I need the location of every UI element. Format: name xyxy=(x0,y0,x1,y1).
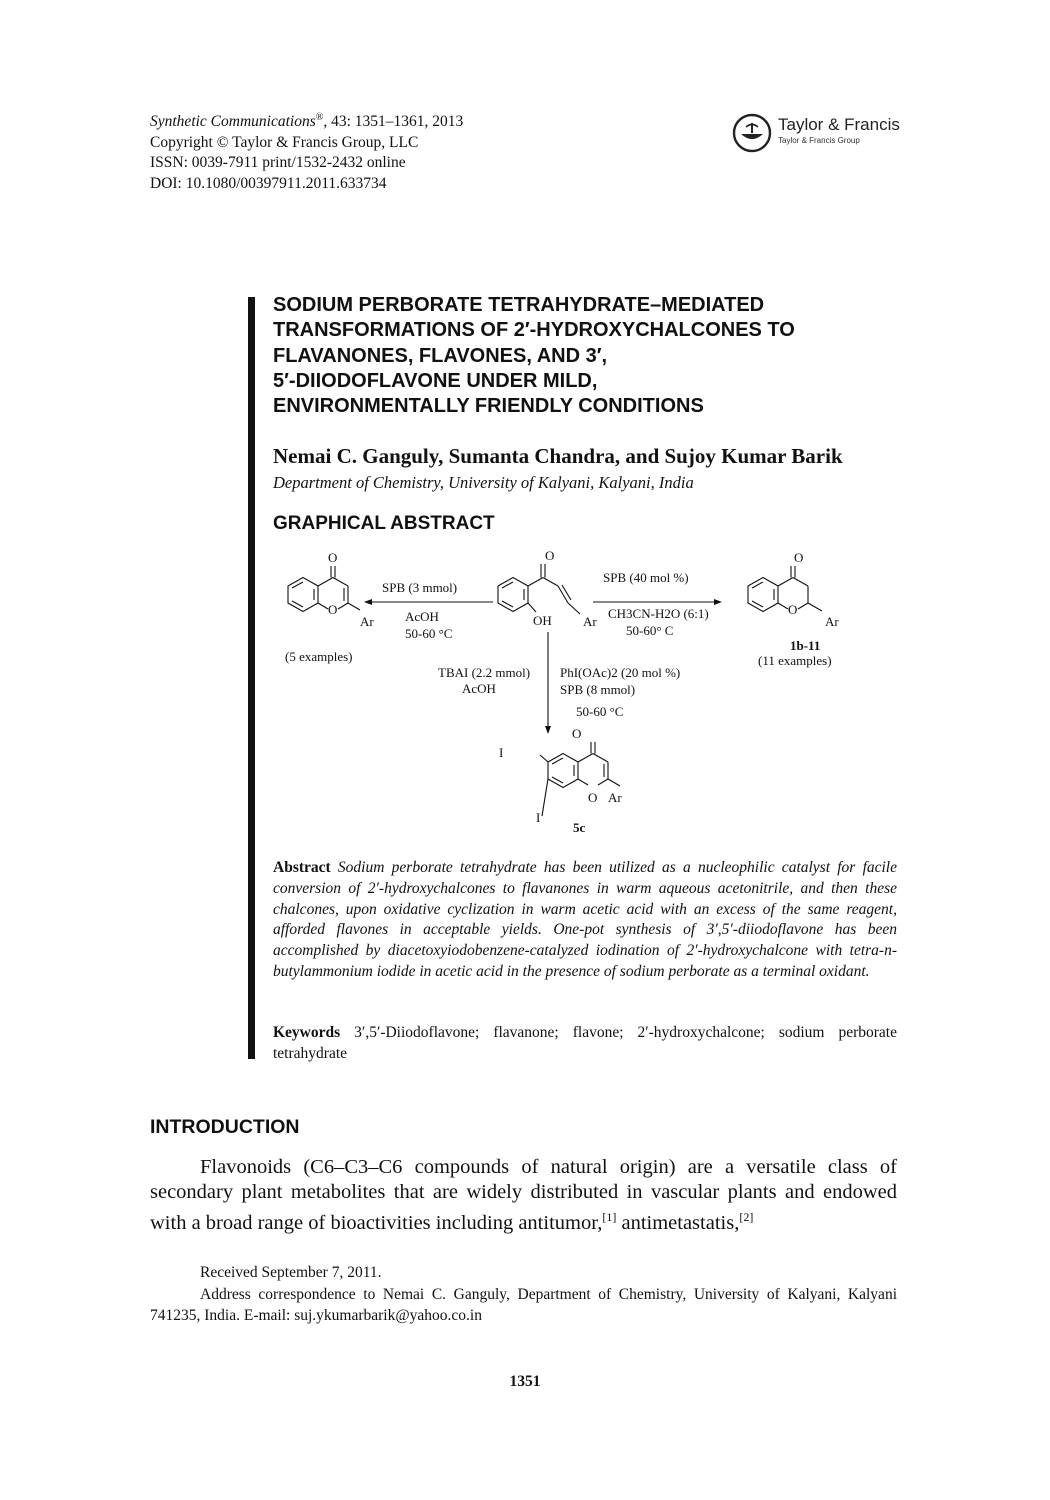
atom-label: O xyxy=(788,602,798,617)
journal-header xyxy=(150,108,463,194)
reagent-label: 50-60 °C xyxy=(576,704,624,719)
reagent-label: AcOH xyxy=(405,609,439,624)
keywords xyxy=(273,1023,897,1065)
atom-label: Ar xyxy=(583,614,597,629)
title-line: 5′-DIIODOFLAVONE UNDER MILD, xyxy=(273,369,598,392)
title-line: ENVIRONMENTALLY FRIENDLY CONDITIONS xyxy=(273,395,704,418)
keywords-text: 3′,5′-Diiodoflavone; flavanone; flavone; 2′-hydroxychalcone; sodium perborate tetrahydrate xyxy=(273,1024,897,1062)
product-label: 5c xyxy=(573,820,586,835)
introduction-paragraph xyxy=(150,1155,897,1236)
reagent-label: SPB (3 mmol) xyxy=(382,580,458,595)
section-bar xyxy=(248,297,255,1059)
publisher-group: Taylor & Francis Group xyxy=(778,136,860,145)
atom-label: O xyxy=(328,550,338,565)
keywords-label: Keywords xyxy=(273,1024,341,1041)
atom-label: O xyxy=(328,602,338,617)
title-line: TRANSFORMATIONS OF 2′-HYDROXYCHALCONES TO xyxy=(273,319,795,342)
intro-text-cont: antimetastatis, xyxy=(616,1211,740,1234)
reaction-scheme xyxy=(268,540,908,840)
atom-label: Ar xyxy=(608,790,622,805)
product-note: (5 examples) xyxy=(285,649,353,664)
copyright: Copyright © Taylor & Francis Group, LLC xyxy=(150,133,419,151)
reagent-label: TBAI (2.2 mmol) xyxy=(438,665,531,680)
reagent-label: 50-60 °C xyxy=(405,626,453,641)
citation-ref[interactable]: [2] xyxy=(739,1210,754,1224)
citation: , 43: 1351–1361, 2013 xyxy=(323,113,464,131)
chalcone-structure xyxy=(498,564,580,614)
doi: DOI: 10.1080/00397911.2011.633734 xyxy=(150,174,387,192)
affiliation: Department of Chemistry, University of Kalyani, Kalyani, India xyxy=(273,473,694,492)
footnotes xyxy=(150,1262,897,1327)
publisher-emblem-icon xyxy=(732,113,772,153)
registered-mark: ® xyxy=(315,112,324,123)
flavone-structure xyxy=(288,566,360,612)
atom-label: O xyxy=(588,790,598,805)
intro-text: Flavonoids (C6–C3–C6 compounds of natural origin) are a versatile class of secondary plant metabolites that are widely distributed in vascular plants and endowed with a broad range of bioactivities including antitumor, xyxy=(150,1156,897,1234)
citation-ref[interactable]: [1] xyxy=(602,1210,617,1224)
atom-label: Ar xyxy=(825,614,839,629)
title-line: FLAVANONES, FLAVONES, AND 3′, xyxy=(273,344,608,367)
flavanone-structure xyxy=(748,566,822,612)
reagent-label: PhI(OAc)2 (20 mol %) xyxy=(560,665,681,680)
reagent-label: SPB (8 mmol) xyxy=(560,682,636,697)
received-date: Received September 7, 2011. xyxy=(200,1264,382,1281)
abstract-label: Abstract xyxy=(273,859,331,876)
article-title xyxy=(273,293,913,419)
atom-label: I xyxy=(536,810,541,825)
reagent-label: CH3CN-H2O (6:1) xyxy=(608,606,709,621)
atom-label: O xyxy=(794,550,804,565)
correspondence-address: Address correspondence to Nemai C. Ganguly, Department of Chemistry, University of Kalyani, Kalyani 741235, India. E-mail: suj.ykumarbarik@yahoo.co.in xyxy=(150,1285,897,1324)
atom-label: I xyxy=(499,745,504,760)
abstract-text: Sodium perborate tetrahydrate has been utilized as a nucleophilic catalyst for facile conversion of 2′-hydroxychalcones to flavanones in warm aqueous acetonitrile, and then these chalcones, upon oxidative cyclization in warm acetic acid with an excess of the same reagent, afforded flavones in acceptable yields. One-pot synthesis of 3′,5′-diiodoflavone has been accomplished by diacetoxyiodobenzene-catalyzed iodination of 2′-hydroxychalcone with tetra-n-butylammonium iodide in acetic acid in the presence of sodium perborate as a terminal oxidant. xyxy=(273,859,897,980)
product-note: (11 examples) xyxy=(758,653,832,668)
atom-label: Ar xyxy=(360,614,374,629)
title-line: SODIUM PERBORATE TETRAHYDRATE–MEDIATED xyxy=(273,294,765,316)
page-number: 1351 xyxy=(509,1373,541,1390)
reagent-label: AcOH xyxy=(462,681,496,696)
introduction-heading: INTRODUCTION xyxy=(150,1116,300,1138)
reagent-label: SPB (40 mol %) xyxy=(603,570,689,585)
publisher-name: Taylor & Francis xyxy=(778,115,900,134)
publisher-logo xyxy=(732,113,902,153)
atom-label: OH xyxy=(533,613,552,628)
abstract xyxy=(273,858,897,983)
atom-label: O xyxy=(572,726,582,741)
graphical-abstract-heading: GRAPHICAL ABSTRACT xyxy=(273,513,495,534)
atom-label: O xyxy=(545,548,555,563)
authors: Nemai C. Ganguly, Sumanta Chandra, and Sujoy Kumar Barik xyxy=(273,444,843,468)
issn: ISSN: 0039-7911 print/1532-2432 online xyxy=(150,154,406,172)
reagent-label: 50-60° C xyxy=(626,623,674,638)
journal-name: Synthetic Communications xyxy=(150,113,316,131)
product-label: 1b-11 xyxy=(790,638,821,653)
